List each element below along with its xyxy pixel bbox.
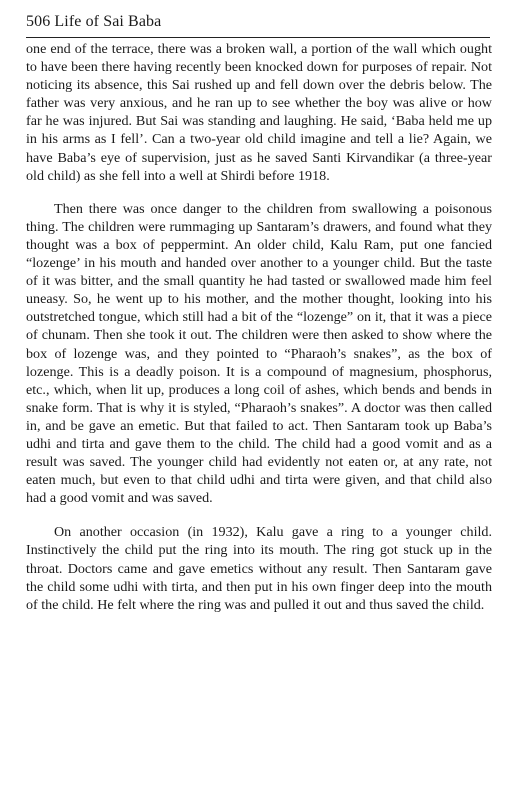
paragraph-ring-incident: On another occasion (in 1932), Kalu gave a ring to a younger child. Instinctively the child put the ring into its mouth. The ring got stuck up in the throat. Doctors came and gave emetics without any result. Then Santaram gave the child some udhi with tirta, and then put in his own finger deep into the mouth of the child. He felt where the ring was and pulled it out and thus saved the child.	[26, 524, 492, 613]
running-title: Life of Sai Baba	[54, 13, 162, 30]
header-rule	[26, 37, 490, 38]
page-body	[26, 40, 492, 614]
page-header	[26, 12, 496, 32]
paragraph-continued: one end of the terrace, there was a broken wall, a portion of the wall which ought to have been there having recently been knocked down for purposes of repair. Not noticing its absence, this Sai rushed up and fell down over the debris below. The father was very anxious, and he ran up to see whether the boy was alive or how far he was injured. But Sai was standing and laughing. He said, ‘Baba held me up in his arms as I fell’. Can a two-year old child imagine and tell a lie? Again, we have Baba’s eye of supervision, just as he saved Santi Kirvandikar (a three-year old child) as she fell into a well at Shirdi before 1918.	[26, 41, 492, 184]
page-number: 506	[26, 13, 51, 30]
paragraph-poison-incident: Then there was once danger to the children from swallowing a poisonous thing. The children were rummaging up Santaram’s drawers, and found what they thought was a box of peppermint. An older child, Kalu Ram, put one fancied “lozenge’ in his mouth and handed over another to a younger child. But the taste of it was bitter, and the small quantity he had tasted or swallowed made him feel uneasy. So, he went up to his mother, and the mother thought, looking into his outstretched tongue, which still had a bit of the “lozenge” on it, that it was a piece of chunam. Then she took it out. The children were then asked to show where the box of lozenge was, and they pointed to “Pharaoh’s snakes”, as the box of lozenge. This is a deadly poison. It is a compound of magnesium, phosphorus, etc., which, when lit up, produces a long coil of ashes, which bends and bends in snake form. That is why it is styled, “Pharaoh’s snakes”. A doctor was then called in, and be gave an emetic. But that failed to act. Then Santaram took up Baba’s udhi and tirta and gave them to the child. The child had a good vomit and as a result was saved. The younger child had evidently not eaten or, at any rate, not eaten much, but even to that child udhi and tirta were given, and that child also had a good vomit and was saved.	[26, 200, 492, 507]
